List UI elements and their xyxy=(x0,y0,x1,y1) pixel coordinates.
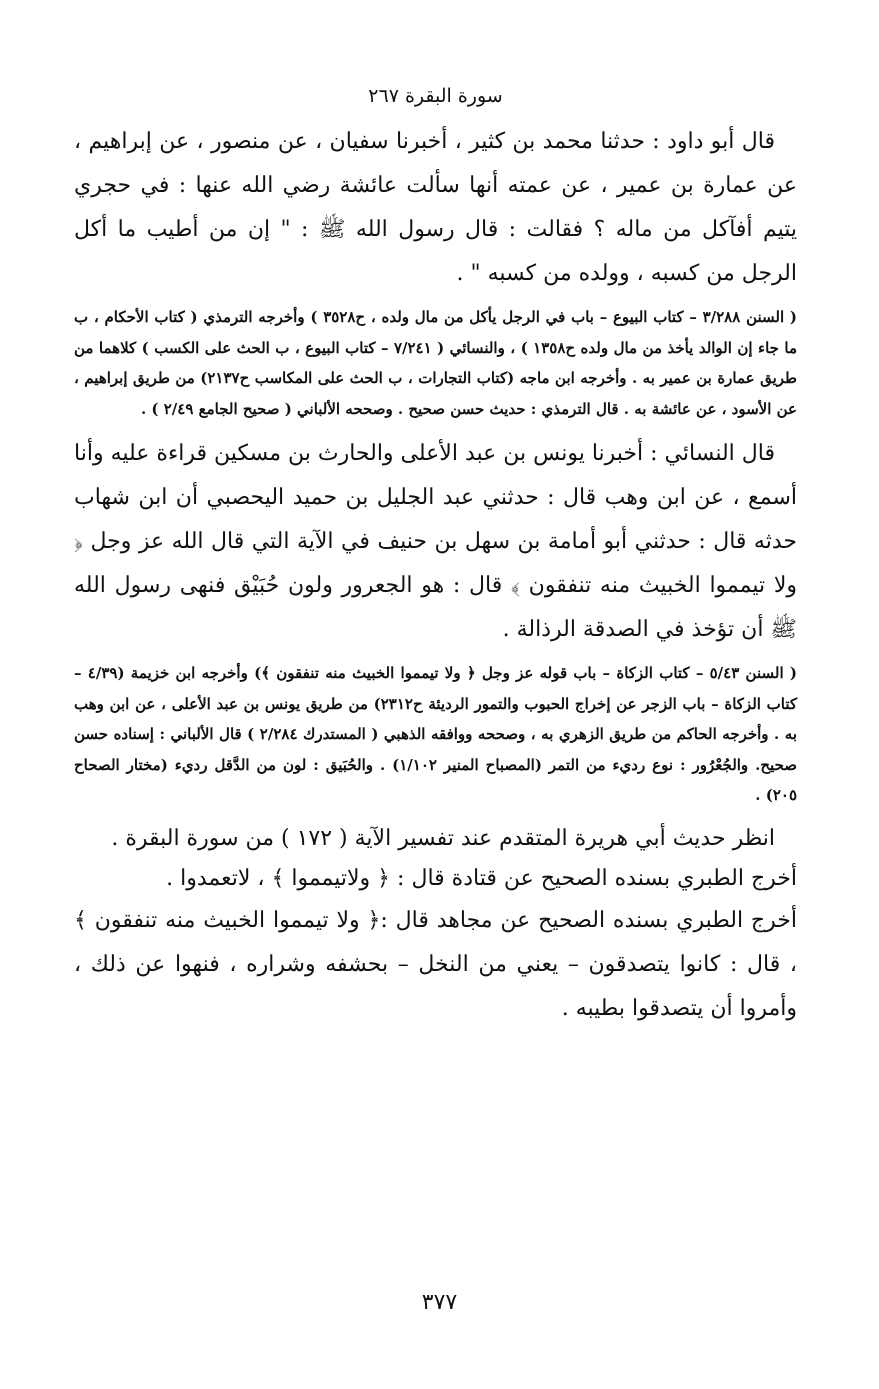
page-number: ٣٧٧ xyxy=(421,1290,458,1315)
footnote-takhrij-1: ( السنن ٣/٢٨٨ – كتاب البيوع – باب في الرجل يأكل من مال ولده ، ح٣٥٢٨ ) وأخرجه الترمذي ( كتاب الأحكام ، ب ما جاء إن الوالد يأخذ من مال ولده ح١٣٥٨ ) ، والنسائي ( ٧/٢٤١ – كتاب البيوع ، ب الحث على الكسب ) كلاهما من طريق عمارة بن عمير به . وأخرجه ابن ماجه (كتاب التجارات ، ب الحث على المكاسب ح٢١٣٧) من طريق إبراهيم ، عن الأسود ، عن عائشة به . قال الترمذي : حديث حسن صحيح . وصححه الألباني ( صحيح الجامع ٢/٤٩ ) . xyxy=(74,308,797,418)
page-header-title: سورة البقرة ٢٦٧ xyxy=(368,85,503,107)
body-paragraph-nasai: قال النسائي : أخبرنا يونس بن عبد الأعلى والحارث بن مسكين قراءة عليه وأنا أسمع ، عن ابن وهب قال : حدثني عبد الجليل بن حميد اليحصبي أن ابن شهاب حدثه قال : حدثني أبو أمامة بن سهل بن حنيف في الآية التي قال الله عز وجل ﴿ ولا تيمموا الخبيث منه تنفقون ﴾ قال : هو الجعرور ولون حُبَيْق فنهى رسول الله ﷺ أن تؤخذ في الصدقة الرذالة . xyxy=(74,441,797,642)
body-paragraph-cross-reference: انظر حديث أبي هريرة المتقدم عند تفسير الآية ( ١٧٢ ) من سورة البقرة . xyxy=(111,825,775,851)
body-paragraph-mujahid: أخرج الطبري بسنده الصحيح عن مجاهد قال :﴿ ولا تيمموا الخبيث منه تنفقون ﴾ ، قال : كانوا يتصدقون – يعني من النخل – بحشفه وشراره ، فنهوا عن ذلك ، وأمروا أن يتصدقوا بطيبه . xyxy=(74,907,797,1021)
footnote-takhrij-2: ( السنن ٥/٤٣ – كتاب الزكاة – باب قوله عز وجل ﴿ ولا تيمموا الخبيث منه تنفقون ﴾) وأخرجه ابن خزيمة (٤/٣٩ – كتاب الزكاة – باب الزجر عن إخراج الحبوب والتمور الرديئة ح٢٣١٢) من طريق يونس بن عبد الأعلى ، عن ابن وهب به . وأخرجه الحاكم من طريق الزهري به ، وصححه ووافقه الذهبي ( المستدرك ٢/٢٨٤ ) قال الألباني : إسناده حسن صحيح. والجُعْرُور : نوع رديء من التمر (المصباح المنير ١/١٠٢) . والحُبَيق : لون من الدَّقل رديء (مختار الصحاح ٢٠٥) . xyxy=(74,664,797,804)
body-paragraph-abu-dawud: قال أبو داود : حدثنا محمد بن كثير ، أخبرنا سفيان ، عن منصور ، عن إبراهيم ، عن عمارة بن عمير ، عن عمته أنها سألت عائشة رضي الله عنها : في حجري يتيم أفآكل من ماله ؟ فقالت : قال رسول الله ﷺ : " إن من أطيب ما أكل الرجل من كسبه ، وولده من كسبه " . xyxy=(74,129,797,286)
body-paragraph-qatada: أخرج الطبري بسنده الصحيح عن قتادة قال : ﴿ ولاتيمموا ﴾ ، لاتعمدوا . xyxy=(166,865,797,891)
